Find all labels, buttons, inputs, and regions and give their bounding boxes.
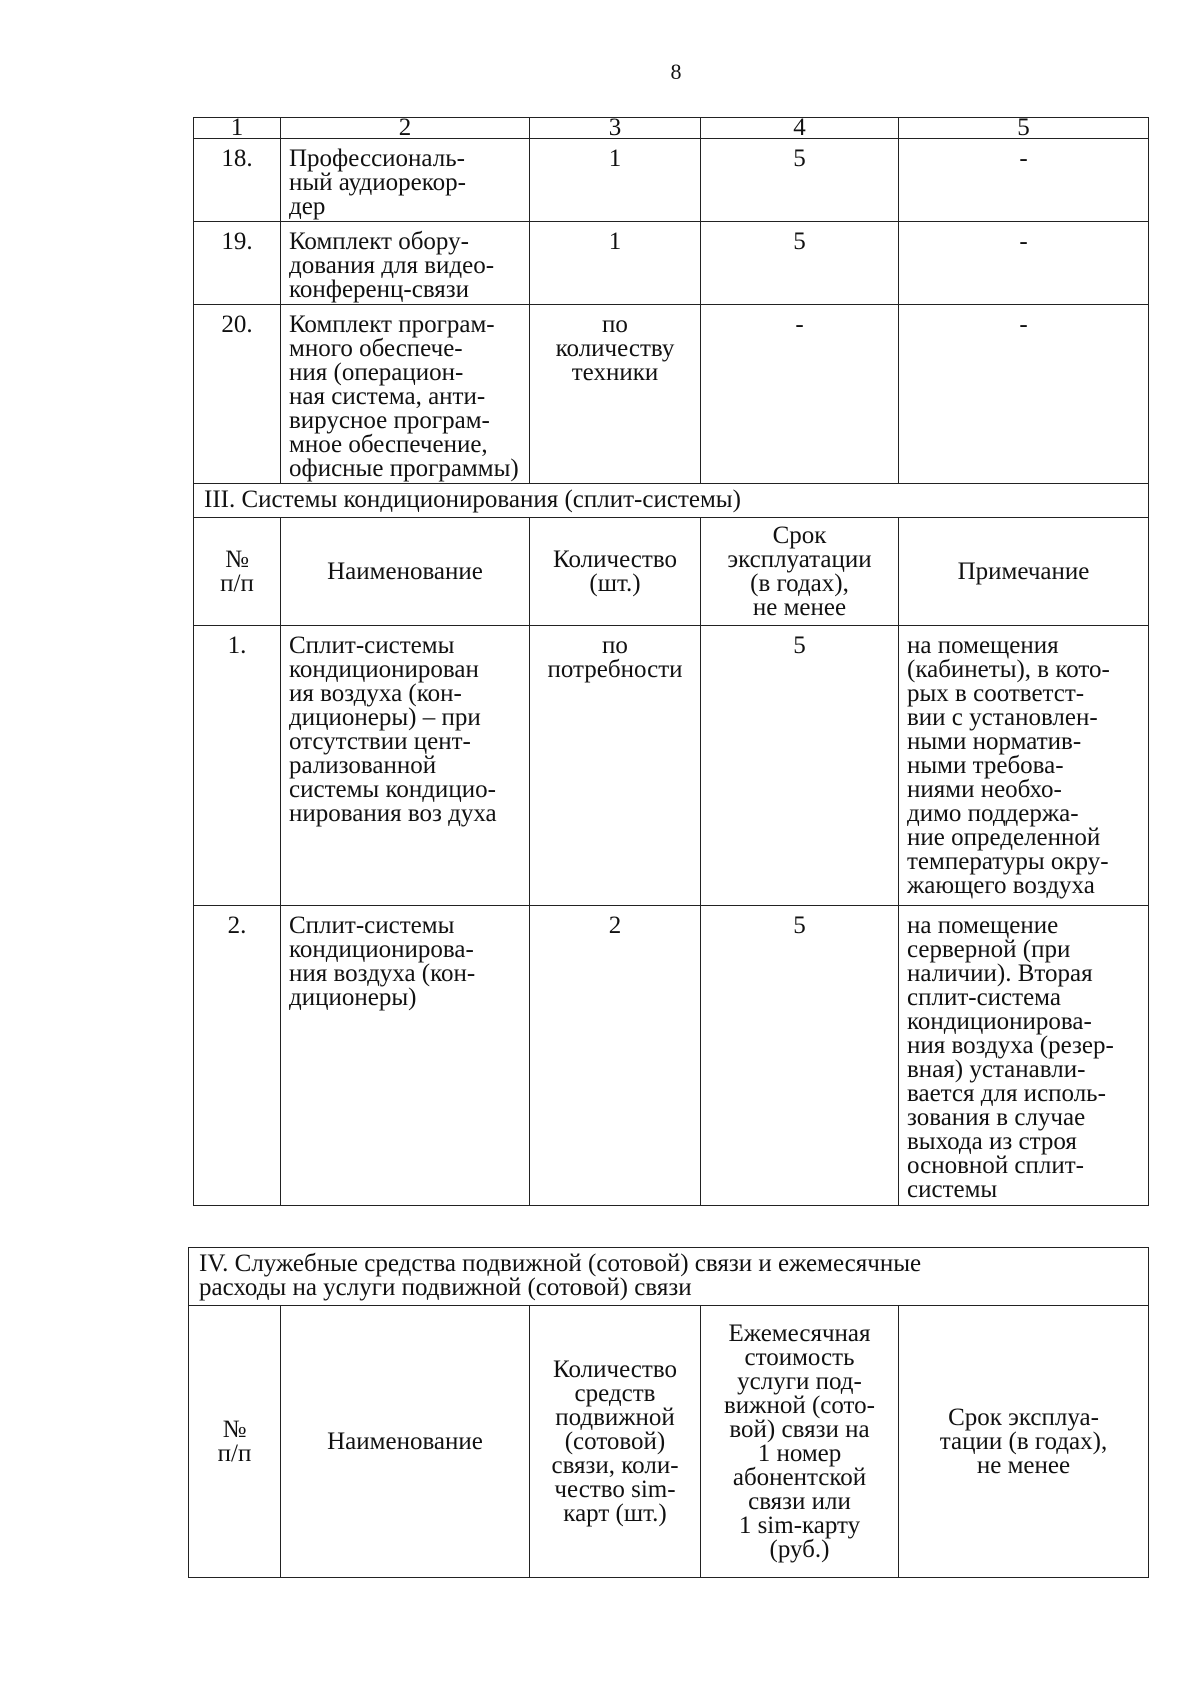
note-line: на помещение (907, 912, 1059, 939)
header-line: (шт.) (589, 569, 641, 597)
header-number (194, 518, 281, 626)
item-name-line: дер (289, 193, 326, 220)
item-name-line: Комплект програм- (289, 311, 495, 338)
note-line: системы (907, 1176, 998, 1203)
header-line: Срок эксплуа- (948, 1403, 1099, 1431)
note-line: ния воздуха (резер- (907, 1032, 1114, 1059)
header-note (899, 518, 1149, 626)
number-cell (194, 626, 281, 906)
note-line: вии с установлен- (907, 704, 1098, 731)
note-line: - (1019, 145, 1028, 172)
row-number: 2. (227, 912, 247, 939)
item-name-line: кондиционирова- (289, 936, 474, 963)
row-number: 20. (221, 311, 253, 338)
note-cell (899, 305, 1149, 484)
header-row (194, 518, 1149, 626)
header-term (701, 518, 899, 626)
mobile-communication-table (188, 1247, 1149, 1578)
header-line: услуги под- (737, 1367, 862, 1395)
header-line: (сотовой) (564, 1427, 666, 1455)
note-line: зования в случае (907, 1104, 1086, 1131)
header-line: связи, коли- (551, 1451, 679, 1479)
item-name-line: офисные программы) (289, 455, 519, 482)
section-title-line: расходы на услуги подвижной (сотовой) связи (199, 1274, 692, 1301)
note-line: основной сплит- (907, 1152, 1084, 1179)
item-name-line: системы кондицио- (289, 776, 496, 803)
equipment-table (193, 114, 1149, 1206)
header-line: Ежемесячная (728, 1319, 871, 1347)
quantity-line: 2 (608, 912, 622, 939)
header-line: стоимость (744, 1343, 855, 1371)
header-line: Срок (772, 521, 827, 549)
term-line: 5 (793, 228, 806, 255)
note-line: димо поддержа- (907, 800, 1079, 827)
header-line: вой) связи на (729, 1415, 870, 1443)
header-line: тации (в годах), (939, 1427, 1108, 1455)
row-number: 1. (227, 632, 247, 659)
name-cell (281, 906, 530, 1206)
item-name-line: Сплит-системы (289, 632, 455, 659)
note-line: вается для исполь- (907, 1080, 1106, 1107)
header-line: не менее (976, 1451, 1071, 1479)
item-name-line: нирования воз духа (289, 800, 497, 827)
header-line: 1 номер (757, 1439, 842, 1467)
note-line: сплит-система (907, 984, 1061, 1011)
number-cell (194, 222, 281, 305)
header-line: 1 sim-карту (738, 1511, 861, 1539)
header-line: вижной (сото- (724, 1391, 875, 1419)
note-cell (899, 906, 1149, 1206)
item-name-line: Профессиональ- (289, 145, 465, 172)
table-row (194, 906, 1149, 1206)
name-cell (281, 305, 530, 484)
quantity-line: по (602, 311, 628, 338)
header-line: не менее (752, 593, 847, 621)
term-line: 5 (793, 632, 806, 659)
note-cell (899, 222, 1149, 305)
header-quantity (530, 1306, 701, 1578)
header-quantity (530, 518, 701, 626)
item-name-line: дования для видео- (289, 252, 495, 279)
quantity-line: 1 (608, 145, 622, 172)
header-term (899, 1306, 1149, 1578)
table-row (194, 305, 1149, 484)
quantity-cell (530, 906, 701, 1206)
item-name-line: ния (операцион- (289, 359, 464, 386)
item-name-line: много обеспече- (289, 335, 463, 362)
quantity-line: потребности (547, 656, 683, 683)
header-row (189, 1306, 1149, 1578)
quantity-line: техники (571, 359, 659, 386)
item-name-line: отсутствии цент- (289, 728, 471, 755)
term-line: 5 (793, 145, 806, 172)
item-name-line: мное обеспечение, (289, 431, 488, 458)
header-line: п/п (217, 1439, 252, 1467)
item-name-line: ния воздуха (кон- (289, 960, 476, 987)
item-name-line: кондиционирован (289, 656, 479, 683)
note-line: выхода из строя (907, 1128, 1077, 1155)
header-line: п/п (220, 569, 254, 597)
quantity-cell (530, 139, 701, 222)
table-row (194, 139, 1149, 222)
header-line: (руб.) (769, 1535, 830, 1563)
header-line: подвижной (555, 1403, 675, 1431)
note-cell (899, 139, 1149, 222)
header-line: Количество (553, 545, 677, 573)
note-line: вная) устанавли- (907, 1056, 1086, 1083)
name-cell (281, 139, 530, 222)
term-line: 5 (793, 912, 806, 939)
note-line: ниями необхо- (907, 776, 1062, 803)
header-line: (в годах), (750, 569, 849, 597)
header-line: средств (574, 1379, 656, 1407)
header-line: связи или (748, 1487, 851, 1515)
note-line: - (1019, 228, 1028, 255)
note-cell (899, 626, 1149, 906)
term-line: - (795, 311, 804, 338)
note-line: кондиционирова- (907, 1008, 1092, 1035)
header-number (189, 1306, 281, 1578)
term-cell (701, 139, 899, 222)
section-title: III. Системы кондиционирования (сплит-системы) (194, 484, 1149, 518)
number-cell (194, 906, 281, 1206)
header-line: эксплуатации (727, 545, 872, 573)
quantity-line: по (602, 632, 628, 659)
column-number-row (194, 118, 1149, 139)
item-name-line: диционеры) (289, 984, 417, 1011)
item-name-line: ная система, анти- (289, 383, 486, 410)
row-number: 19. (221, 228, 253, 255)
item-name-line: конференц-связи (289, 276, 470, 303)
note-line: рых в соответст- (907, 680, 1085, 707)
quantity-cell (530, 305, 701, 484)
section-title (189, 1248, 1149, 1306)
term-cell (701, 305, 899, 484)
note-line: ние определенной (907, 824, 1101, 851)
note-line: жающего воздуха (907, 872, 1095, 899)
term-cell (701, 222, 899, 305)
item-name-line: Сплит-системы (289, 912, 455, 939)
term-cell (701, 906, 899, 1206)
row-number: 18. (221, 145, 253, 172)
item-name-line: рализованной (289, 752, 437, 779)
item-name-line: ный аудиорекор- (289, 169, 466, 196)
table-row (194, 626, 1149, 906)
column-number: 1 (194, 118, 281, 139)
page-number: 8 (670, 59, 682, 84)
item-name-line: ия воздуха (кон- (289, 680, 462, 707)
header-name (281, 518, 530, 626)
section-title-row (194, 484, 1149, 518)
note-line: (кабинеты), в кото- (907, 656, 1110, 683)
header-line: Примечание (957, 557, 1090, 585)
name-cell (281, 222, 530, 305)
table-row (194, 222, 1149, 305)
header-line: абонентской (732, 1463, 867, 1491)
item-name-line: Комплект обору- (289, 228, 469, 255)
header-monthly-cost (701, 1306, 899, 1578)
column-number: 5 (899, 118, 1149, 139)
quantity-line: количеству (555, 335, 675, 362)
note-line: ными норматив- (907, 728, 1082, 755)
item-name-line: вирусное програм- (289, 407, 490, 434)
header-name (281, 1306, 530, 1578)
header-line: № (225, 545, 249, 573)
number-cell (194, 305, 281, 484)
header-line: Количество (553, 1355, 677, 1383)
note-line: температуры окру- (907, 848, 1109, 875)
note-line: наличии). Вторая (907, 960, 1093, 987)
section-title-line: IV. Служебные средства подвижной (сотовой) связи и ежемесячные (199, 1250, 922, 1277)
column-number: 3 (530, 118, 701, 139)
header-line: Наименование (327, 557, 483, 585)
note-line: ными требова- (907, 752, 1064, 779)
number-cell (194, 139, 281, 222)
column-number: 4 (701, 118, 899, 139)
column-number: 2 (281, 118, 530, 139)
header-line: карт (шт.) (563, 1499, 667, 1527)
item-name-line: диционеры) – при (289, 704, 481, 731)
term-cell (701, 626, 899, 906)
header-line: Наименование (327, 1427, 483, 1455)
note-line: - (1019, 311, 1028, 338)
quantity-cell (530, 222, 701, 305)
name-cell (281, 626, 530, 906)
header-line: чество sim- (554, 1475, 676, 1503)
header-line: № (222, 1415, 247, 1443)
note-line: на помещения (907, 632, 1059, 659)
note-line: серверной (при (907, 936, 1071, 963)
section-title-row (189, 1248, 1149, 1306)
quantity-line: 1 (608, 228, 622, 255)
quantity-cell (530, 626, 701, 906)
